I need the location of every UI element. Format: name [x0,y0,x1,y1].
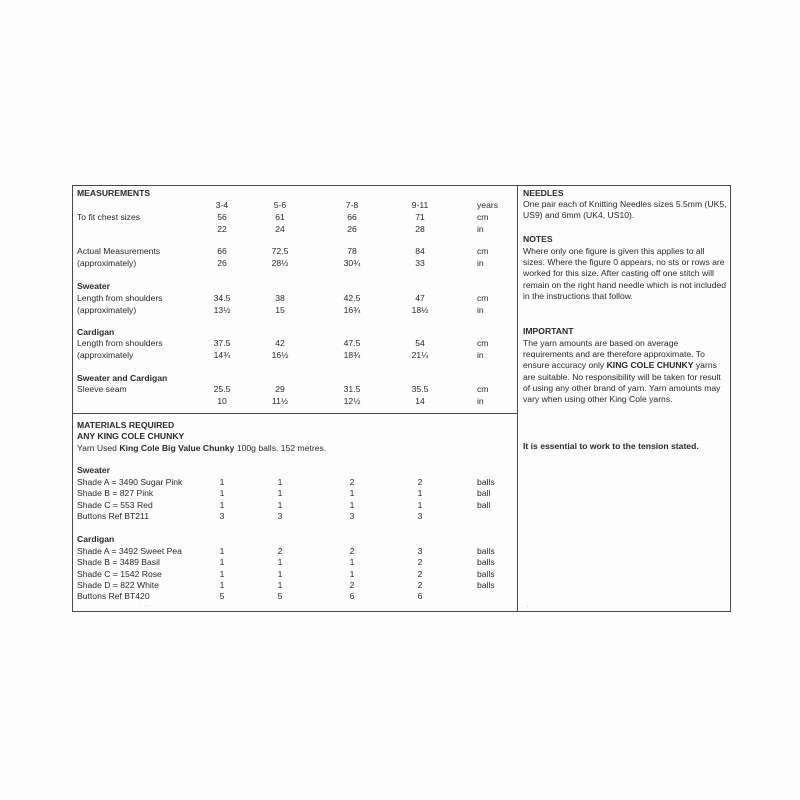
materials-subheading: ANY KING COLE CHUNKY [77,431,185,441]
unit-label: cm [477,338,489,348]
cardigan-material-qty: 5 [219,591,225,602]
cardigan-length-cm-value: 54 [415,338,425,348]
sweater-length-cm-value: 47 [415,293,425,303]
cardigan-materials-heading: Cardigan [77,534,115,544]
sweater-length-cm-value: 42.5 [343,293,361,303]
tension-note: It is essential to work to the tension stated. [523,441,699,451]
cardigan-length-in-value: 18¾ [343,350,361,360]
cardigan-material-qty: 1 [277,568,283,579]
section-divider [72,413,517,414]
sleeve-seam-label: Sleeve seam [77,384,127,394]
important-text-2: yarns are suitable. No responsibility will be taken for result of using any other brand of yarn. Yarn amounts may vary when using other King Cole yarns. [523,360,721,405]
size-header: 7-8 [345,200,359,210]
cardigan-material-unit: balls [477,546,495,556]
sweater-length-label: Length from shoulders [77,293,163,303]
sweater-material-qty: 1 [219,499,225,510]
sweater-material-qty: 1 [277,488,283,499]
needles-heading: NEEDLES [523,188,564,198]
actual-cm-value: 78 [347,246,357,256]
cardigan-material-qty: 2 [417,557,423,568]
sweater-material-unit: balls [477,477,495,487]
important-text-1: The yarn amounts are based on average requirements and are therefore approximate. To ensure accuracy only [523,338,705,371]
sweater-material-qty: 1 [219,477,225,487]
unit-label: cm [477,384,489,394]
column-divider [517,185,518,612]
sweater-length-in-value: 13½ [213,305,231,315]
sweater-length-heading: Sweater [77,281,110,291]
cardigan-material-qty: 3 [417,546,423,556]
cardigan-length-cm-value: 47.5 [343,338,361,348]
size-header: 3-4 [215,200,229,210]
sweater-length-in-value: 15 [275,305,285,315]
sweater-material-qty: 1 [277,499,283,510]
cardigan-material-qty: 2 [417,579,423,590]
unit-label: in [477,258,484,268]
materials-heading: MATERIALS REQUIRED [77,420,175,430]
notes-text: Where only one figure is given this applies to all sizes. Where the figure 0 appears, no sts or rows are worked for this size. After casting off one stitch will remain on the right hand needle which is not included in the instructions that follow. [523,246,727,301]
cardigan-material-qty: 6 [349,591,355,602]
actual-in-value: 30¾ [343,258,361,268]
unit-label: in [477,224,484,234]
unit-label: cm [477,212,489,222]
notes-heading: NOTES [523,234,553,244]
sweater-material-row-label: Shade C = 553 Red [77,499,153,510]
measurements-heading: MEASUREMENTS [77,188,151,198]
sweater-length-in-value: 18½ [411,305,429,315]
cardigan-material-qty: 1 [277,557,283,568]
yarn-used-line [77,443,326,454]
sweater-material-unit: ball [477,499,491,510]
sleeve-seam-in-value: 12½ [343,396,361,406]
cardigan-material-qty: 2 [349,579,355,590]
sleeve-seam-cm-value: 29 [275,384,285,394]
cardigan-material-qty: 6 [417,591,423,602]
unit-label: years [477,200,499,210]
unit-label: in [477,350,484,360]
sweater-material-qty: 3 [349,510,355,521]
cardigan-material-row-label: Shade D = 822 White [77,579,159,590]
cardigan-material-qty: 1 [219,557,225,568]
sweater-materials-heading: Sweater [77,465,110,475]
important-text [523,338,727,405]
actual-in-value: 33 [415,258,425,268]
print-speck: ′ [527,606,529,612]
unit-label: cm [477,246,489,256]
sweater-material-row-label: Buttons Ref BT211 [77,510,149,521]
important-heading: IMPORTANT [523,326,574,336]
cardigan-length-heading: Cardigan [77,327,115,337]
cardigan-material-row-label: Buttons Ref BT420 [77,591,150,602]
yarn-prefix: Yarn Used [77,443,120,453]
actual-cm-value: 72.5 [271,246,289,256]
sweater-material-qty: 3 [417,510,423,521]
sweater-material-qty: 3 [277,510,283,521]
chest-label: To fit chest sizes [77,212,141,222]
chest-in-value: 22 [217,224,227,234]
sleeve-seam-cm-value: 35.5 [411,384,429,394]
sweater-length-label: (approximately) [77,305,137,315]
chest-cm-value: 61 [275,212,285,222]
sleeve-seam-heading: Sweater and Cardigan [77,373,168,383]
actual-cm-value: 84 [415,246,425,256]
cardigan-material-qty: 1 [277,579,283,590]
unit-label: cm [477,293,489,303]
actual-label: (approximately) [77,258,137,268]
sweater-length-in-value: 16¾ [343,305,361,315]
chest-in-value: 26 [347,224,357,234]
cardigan-material-row-label: Shade B = 3489 Basil [77,557,160,568]
chest-cm-value: 56 [217,212,227,222]
actual-cm-value: 66 [217,246,227,256]
cardigan-material-qty: 1 [349,557,355,568]
cardigan-material-row-label: Shade A = 3492 Sweet Pea [77,546,182,556]
cardigan-material-unit: balls [477,579,495,590]
cardigan-material-qty: 1 [219,579,225,590]
yarn-name: King Cole Big Value Chunky [119,443,235,453]
sweater-material-qty: 1 [349,488,355,499]
sweater-material-qty: 2 [349,477,355,487]
sweater-length-cm-value: 38 [275,293,285,303]
cardigan-material-qty: 5 [277,591,283,602]
sweater-material-qty: 3 [219,510,225,521]
actual-heading: Actual Measurements [77,246,161,256]
actual-in-value: 26 [217,258,227,268]
chest-cm-value: 71 [415,212,425,222]
sweater-material-row-label: Shade A = 3490 Sugar Pink [77,477,183,487]
sweater-material-row-label: Shade B = 827 Pink [77,488,154,499]
cardigan-material-row-label: Shade C = 1542 Rose [77,568,162,579]
chest-in-value: 24 [275,224,285,234]
cardigan-length-cm-value: 37.5 [213,338,231,348]
sweater-material-qty: 2 [417,477,423,487]
chest-cm-value: 66 [347,212,357,222]
print-speck: ˙ ˙ ˙ [140,606,150,612]
sweater-material-qty: 1 [417,499,423,510]
actual-in-value: 28½ [271,258,289,268]
cardigan-material-qty: 2 [349,546,355,556]
sweater-material-unit: ball [477,488,491,499]
unit-label: in [477,396,484,406]
sleeve-seam-in-value: 11½ [271,396,289,406]
sleeve-seam-in-value: 14 [415,396,425,406]
sleeve-seam-cm-value: 25.5 [213,384,231,394]
cardigan-material-qty: 1 [349,568,355,579]
sleeve-seam-in-value: 10 [217,396,227,406]
sweater-material-qty: 1 [219,488,225,499]
size-header: 5-6 [273,200,287,210]
cardigan-length-cm-value: 42 [275,338,285,348]
unit-label: in [477,305,484,315]
chest-in-value: 28 [415,224,425,234]
cardigan-length-in-value: 21¼ [411,350,429,360]
cardigan-length-in-value: 14¾ [213,350,231,360]
cardigan-length-in-value: 16½ [271,350,289,360]
cardigan-length-label: (approximately [77,350,134,360]
cardigan-material-qty: 1 [219,568,225,579]
size-header: 9-11 [411,200,429,210]
cardigan-length-label: Length from shoulders [77,338,163,348]
important-yarn-name: KING COLE CHUNKY [606,360,694,371]
sleeve-seam-cm-value: 31.5 [343,384,361,394]
cardigan-material-qty: 1 [219,546,225,556]
sweater-material-qty: 1 [277,477,283,487]
cardigan-material-unit: balls [477,568,495,579]
sweater-material-qty: 1 [349,499,355,510]
cardigan-material-unit: balls [477,557,495,568]
needles-text: One pair each of Knitting Needles sizes 5.5mm (UK5, US9) and 6mm (UK4, US10). [523,199,727,221]
sweater-material-qty: 1 [417,488,423,499]
sweater-length-cm-value: 34.5 [213,293,231,303]
cardigan-material-qty: 2 [277,546,283,556]
yarn-suffix: 100g balls. 152 metres. [234,443,327,453]
cardigan-material-qty: 2 [417,568,423,579]
